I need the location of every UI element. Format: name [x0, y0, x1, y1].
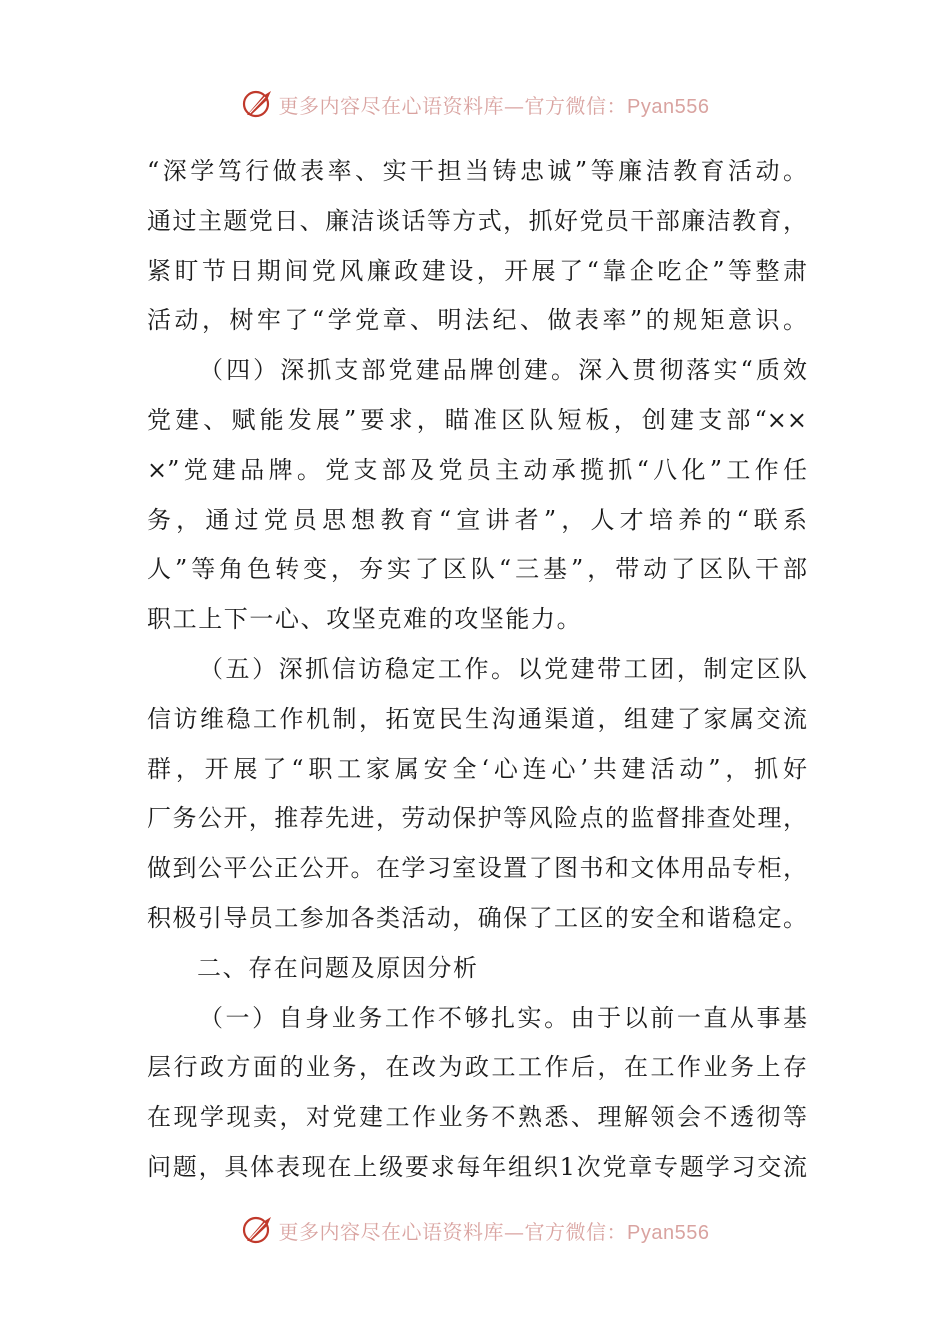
text-line: 党建、赋能发展”要求，瞄准区队短板，创建支部“××	[147, 405, 807, 434]
header-watermark-banner	[0, 84, 950, 124]
text-line: ×”党建品牌。党支部及党员主动承揽抓“八化”工作任	[147, 455, 807, 484]
text-line: 层行政方面的业务，在改为政工工作后，在工作业务上存	[147, 1053, 807, 1082]
section-heading-line: （一）自身业务工作不够扎实。由于以前一直从事基	[199, 1003, 807, 1032]
section-heading-line: （五）深抓信访稳定工作。以党建带工团，制定区队	[199, 654, 807, 683]
quill-pen-icon	[241, 87, 275, 121]
wechat-id: Pyan556	[627, 95, 710, 118]
text-line: 在现学现卖，对党建工作业务不熟悉、理解领会不透彻等	[147, 1103, 807, 1132]
text-line: 人”等角色转变，夯实了区队“三基”，带动了区队干部	[147, 555, 807, 584]
section-heading-line: （四）深抓支部党建品牌创建。深入贯彻落实“质效	[199, 356, 807, 385]
text-line: 紧盯节日期间党风廉政建设，开展了“靠企吃企”等整肃	[147, 256, 807, 285]
text-line: 职工上下一心、攻坚克难的攻坚能力。	[147, 605, 583, 634]
text-line: 通过主题党日、廉洁谈话等方式，抓好党员干部廉洁教育，	[147, 206, 807, 235]
text-line: 群，开展了“职工家属安全‘心连心’共建活动”，抓好	[147, 754, 807, 783]
banner-text: 更多内容尽在心语资料库—官方微信：Pyan556	[278, 1219, 710, 1244]
text-line: 积极引导员工参加各类活动，确保了工区的安全和谐稳定。	[147, 903, 807, 932]
wechat-id: Pyan556	[627, 1221, 710, 1244]
document-body	[147, 147, 807, 1193]
banner-text: 更多内容尽在心语资料库—官方微信：Pyan556	[278, 93, 710, 118]
text-line: 厂务公开，推荐先进，劳动保护等风险点的监督排查处理，	[147, 804, 807, 833]
text-line: “深学笃行做表率、实干担当铸忠诚”等廉洁教育活动。	[147, 157, 807, 185]
text-line: 活动，树牢了“学党章、明法纪、做表率”的规矩意识。	[147, 306, 807, 335]
text-line: 信访维稳工作机制，拓宽民生沟通渠道，组建了家属交流	[147, 704, 807, 733]
text-line: 问题，具体表现在上级要求每年组织1次党章专题学习交流	[147, 1152, 807, 1181]
text-line: 做到公平公正公开。在学习室设置了图书和文体用品专柜，	[147, 854, 807, 883]
text-line: 务，通过党员思想教育“宣讲者”，人才培养的“联系	[147, 505, 807, 534]
quill-pen-icon	[241, 1213, 275, 1247]
chapter-heading-line: 二、存在问题及原因分析	[197, 953, 479, 982]
footer-watermark-banner	[0, 1210, 950, 1250]
